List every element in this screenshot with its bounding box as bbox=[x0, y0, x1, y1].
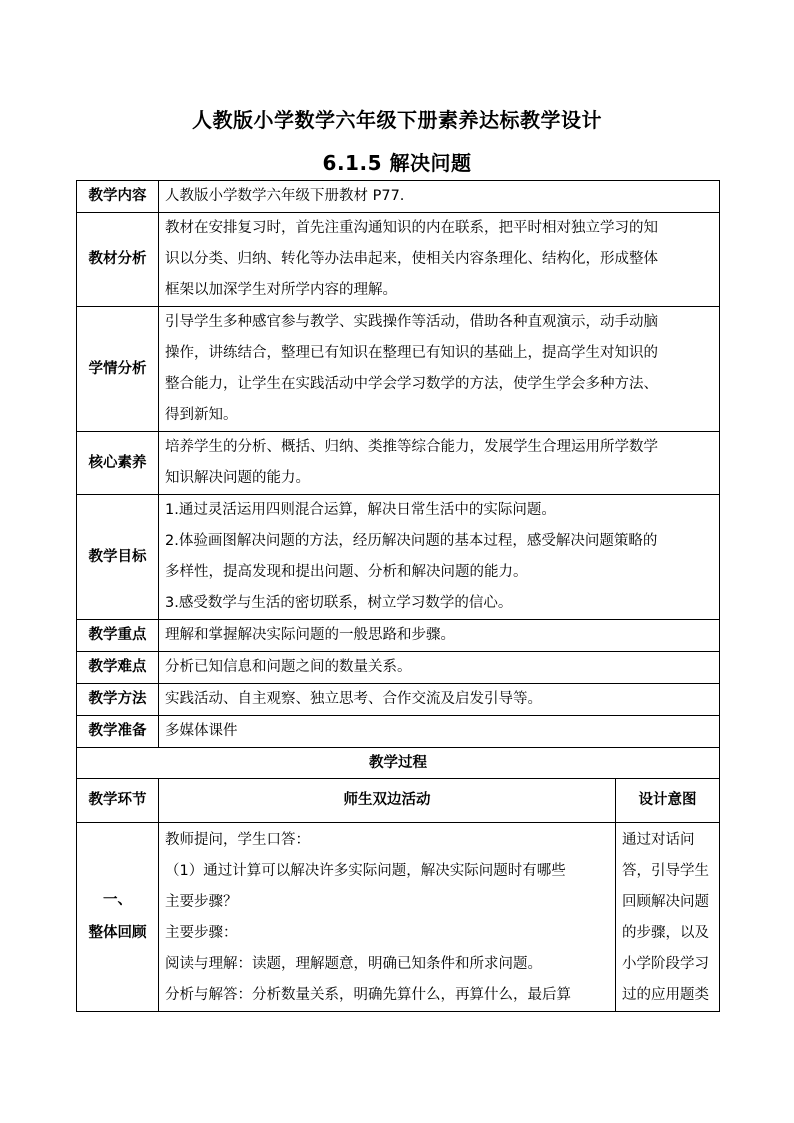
process-columns-row bbox=[77, 779, 720, 823]
row-text-line: 人教版小学数学六年级下册教材 P77. bbox=[165, 188, 405, 204]
row-label: 教学准备 bbox=[77, 716, 159, 748]
row-content bbox=[159, 213, 720, 307]
row-text-line: 识以分类、归纳、转化等办法串起来，使相关内容条理化、结构化，形成整体 bbox=[165, 251, 658, 267]
row-label: 教学难点 bbox=[77, 652, 159, 684]
row-text-line: 得到新知。 bbox=[165, 407, 238, 423]
row-text-line: 框架以加深学生对所学内容的理解。 bbox=[165, 282, 397, 298]
row-text-line: 多媒体课件 bbox=[165, 723, 238, 739]
row-content bbox=[159, 495, 720, 620]
process-section-row bbox=[77, 823, 720, 1012]
row-content bbox=[159, 684, 720, 716]
row-content bbox=[159, 307, 720, 432]
section-activity bbox=[159, 823, 616, 1012]
info-row bbox=[77, 307, 720, 432]
lesson-plan-table bbox=[76, 180, 720, 1012]
row-text-line: 操作，讲练结合，整理已有知识在整理已有知识的基础上，提高学生对知识的 bbox=[165, 345, 658, 361]
intent-text-line: 小学阶段学习 bbox=[622, 956, 709, 972]
row-text-line: 知识解决问题的能力。 bbox=[165, 470, 310, 486]
intent-text-line: 回顾解决问题 bbox=[622, 894, 709, 910]
row-text-line: 培养学生的分析、概括、归纳、类推等综合能力，发展学生合理运用所学数学 bbox=[165, 439, 658, 455]
info-row bbox=[77, 684, 720, 716]
row-text-line: 多样性，提高发现和提出问题、分析和解决问题的能力。 bbox=[165, 564, 528, 580]
row-label: 教材分析 bbox=[77, 213, 159, 307]
activity-text-line: 分析与解答：分析数量关系，明确先算什么，再算什么，最后算 bbox=[165, 987, 571, 1003]
info-row bbox=[77, 213, 720, 307]
info-row bbox=[77, 495, 720, 620]
row-text-line: 实践活动、自主观察、独立思考、合作交流及启发引导等。 bbox=[165, 691, 542, 707]
row-text-line: 分析已知信息和问题之间的数量关系。 bbox=[165, 659, 412, 675]
section-name: 整体回顾 bbox=[88, 925, 147, 941]
process-heading-row bbox=[77, 748, 720, 779]
activity-text-line: 教师提问，学生口答： bbox=[165, 832, 310, 848]
document-title: 人教版小学数学六年级下册素养达标教学设计 bbox=[192, 108, 602, 132]
process-heading: 教学过程 bbox=[77, 748, 720, 779]
column-activity: 师生双边活动 bbox=[159, 779, 616, 823]
row-text-line: 引导学生多种感官参与教学、实践操作等活动，借助各种直观演示，动手动脑 bbox=[165, 314, 658, 330]
row-content bbox=[159, 620, 720, 652]
row-label: 教学内容 bbox=[77, 181, 159, 213]
row-text-line: 3.感受数学与生活的密切联系，树立学习数学的信心。 bbox=[165, 595, 513, 611]
activity-text-line: （1）通过计算可以解决许多实际问题，解决实际问题时有哪些 bbox=[165, 863, 566, 879]
row-label: 核心素养 bbox=[77, 432, 159, 495]
column-stage: 教学环节 bbox=[77, 779, 159, 823]
row-text-line: 1.通过灵活运用四则混合运算，解决日常生活中的实际问题。 bbox=[165, 502, 556, 518]
row-label: 教学重点 bbox=[77, 620, 159, 652]
intent-text-line: 通过对话问 bbox=[622, 832, 695, 848]
row-text-line: 理解和掌握解决实际问题的一般思路和步骤。 bbox=[165, 627, 455, 643]
row-content bbox=[159, 181, 720, 213]
row-text-line: 2.体验画图解决问题的方法，经历解决问题的基本过程，感受解决问题策略的 bbox=[165, 533, 658, 549]
row-content bbox=[159, 652, 720, 684]
intent-text-line: 的步骤，以及 bbox=[622, 925, 709, 941]
section-intent bbox=[616, 823, 720, 1012]
activity-text-line: 阅读与理解：读题，理解题意，明确已知条件和所求问题。 bbox=[165, 956, 542, 972]
row-label: 教学目标 bbox=[77, 495, 159, 620]
info-row bbox=[77, 432, 720, 495]
activity-text-line: 主要步骤？ bbox=[165, 894, 238, 910]
section-number: 一、 bbox=[103, 892, 132, 908]
row-label: 教学方法 bbox=[77, 684, 159, 716]
document-subtitle: 6.1.5 解决问题 bbox=[322, 151, 472, 175]
row-text-line: 整合能力，让学生在实践活动中学会学习数学的方法，使学生学会多种方法、 bbox=[165, 376, 658, 392]
activity-text-line: 主要步骤： bbox=[165, 925, 238, 941]
row-content bbox=[159, 432, 720, 495]
column-intent: 设计意图 bbox=[616, 779, 720, 823]
row-label: 学情分析 bbox=[77, 307, 159, 432]
info-row bbox=[77, 716, 720, 748]
info-row bbox=[77, 620, 720, 652]
info-row bbox=[77, 181, 720, 213]
section-label bbox=[77, 823, 159, 1012]
info-row bbox=[77, 652, 720, 684]
row-text-line: 教材在安排复习时，首先注重沟通知识的内在联系，把平时相对独立学习的知 bbox=[165, 220, 658, 236]
intent-text-line: 过的应用题类 bbox=[622, 987, 709, 1003]
intent-text-line: 答，引导学生 bbox=[622, 863, 709, 879]
row-content bbox=[159, 716, 720, 748]
